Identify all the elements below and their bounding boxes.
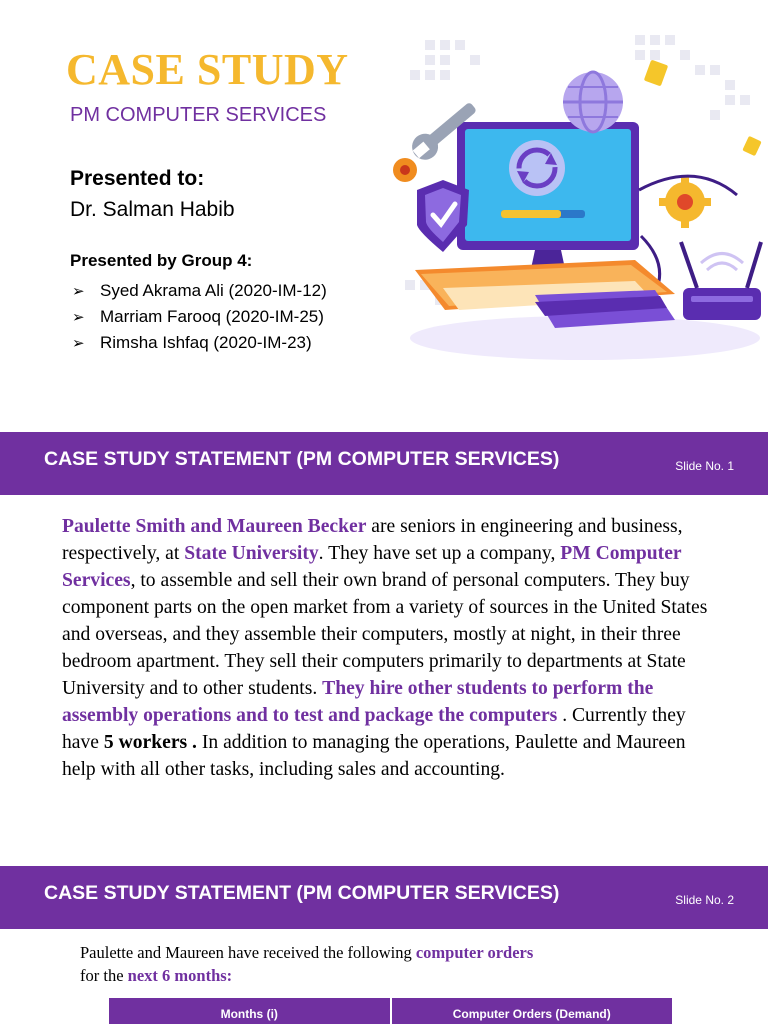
orders-intro-paragraph <box>80 941 720 987</box>
case-study-title: CASE STUDY <box>66 45 349 94</box>
text-run: In addition to managing the operations, Paulette and Maureen help with all other tasks, including sales and accounting. <box>62 732 686 780</box>
text-run: . Currently they have <box>62 705 686 753</box>
case-statement-paragraph <box>62 513 722 783</box>
presented-to-label: Presented to: <box>70 167 205 190</box>
text-run: for the <box>80 966 128 985</box>
slide-1-body <box>0 496 768 866</box>
slide-number: Slide No. 2 <box>675 893 734 907</box>
text-run: Paulette and Maureen have received the following <box>80 943 416 962</box>
text-run: are seniors in engineering and business, respectively, at <box>62 516 683 564</box>
member-item <box>72 278 327 304</box>
title-slide <box>0 0 768 405</box>
text-run: . They have set up a company, <box>318 543 561 564</box>
arrowhead-bullet-icon: ➢ <box>72 335 85 352</box>
member-item <box>72 330 327 356</box>
slide-number: Slide No. 1 <box>675 459 734 473</box>
text-run-highlight: They hire other students to perform the assembly operations and to test and package the computers <box>62 678 654 726</box>
column-header-months: Months (i) <box>220 1007 278 1021</box>
slide-title: CASE STUDY STATEMENT (PM COMPUTER SERVICES) <box>44 882 560 904</box>
slide-2-header <box>0 866 768 929</box>
text-run-highlight: Paulette Smith and Maureen Becker <box>62 516 367 537</box>
column-header-computer-orders: Computer Orders (Demand) <box>390 998 673 1024</box>
arrowhead-bullet-icon: ➢ <box>72 309 85 326</box>
text-run-highlight: State University <box>184 543 319 564</box>
text-run-highlight: PM Computer Services <box>62 543 682 591</box>
slide-1-header <box>0 432 768 495</box>
arrowhead-bullet-icon: ➢ <box>72 283 85 300</box>
member-name: Marriam Farooq (2020-IM-25) <box>100 307 324 326</box>
computer-maintenance-illustration <box>385 20 768 365</box>
text-run-highlight: next 6 months: <box>127 966 233 985</box>
member-list <box>72 278 327 356</box>
member-name: Rimsha Ishfaq (2020-IM-23) <box>100 333 312 352</box>
orders-table-header <box>109 998 672 1024</box>
text-run-bold: 5 workers . <box>103 732 197 753</box>
member-name: Syed Akrama Ali (2020-IM-12) <box>100 281 327 300</box>
text-run-highlight: computer orders <box>415 943 534 962</box>
presented-to-name: Dr. Salman Habib <box>70 198 235 221</box>
text-run: , to assemble and sell their own brand of personal computers. They buy component parts on the open market from a variety of sources in the United States and overseas, and they assemble their computers, mostly at night, in their three bedroom apartment. They sell their computers primarily to departments at State University and to other students. <box>62 570 708 699</box>
slide-2-body <box>0 929 768 1024</box>
member-item <box>72 304 327 330</box>
slide-title: CASE STUDY STATEMENT (PM COMPUTER SERVICES) <box>44 448 560 470</box>
company-subtitle: PM COMPUTER SERVICES <box>70 104 327 126</box>
group-label: Presented by Group 4: <box>70 251 253 270</box>
